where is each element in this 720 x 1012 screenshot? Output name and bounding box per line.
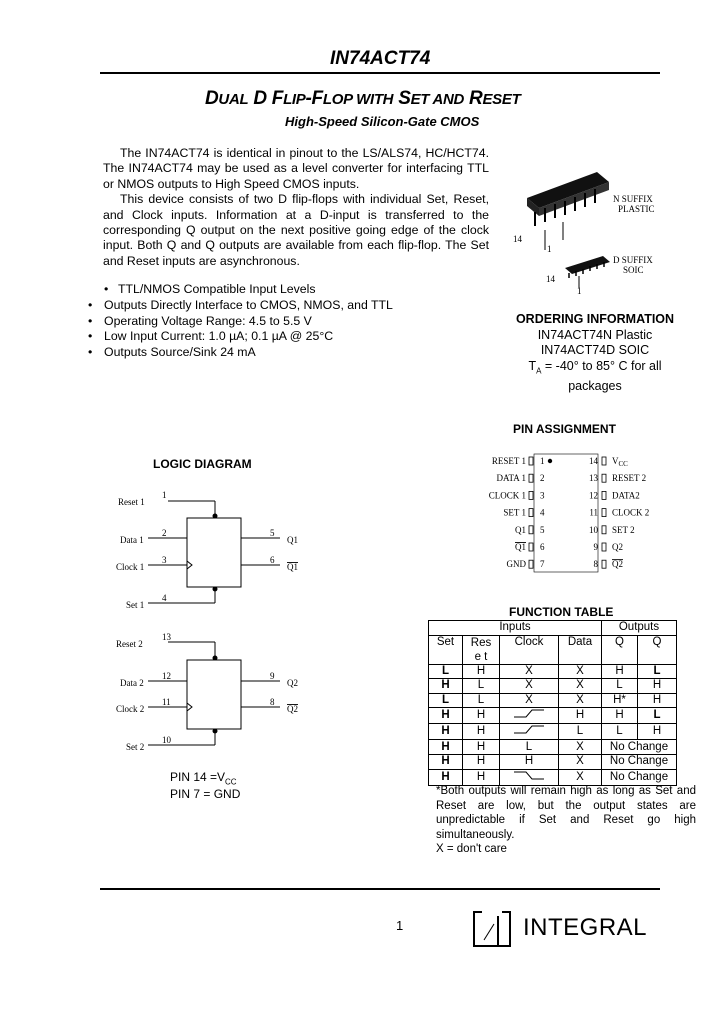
col-data: Data <box>559 635 602 664</box>
feature-item: • Outputs Source/Sink 24 mA <box>88 345 256 360</box>
pin-left-stub <box>529 543 533 551</box>
cell-data: X <box>559 664 602 679</box>
cell-reset: H <box>463 724 500 740</box>
table-row <box>429 664 677 679</box>
ff2-qb-pin: 8 <box>270 697 275 707</box>
cell-q: H <box>602 664 638 679</box>
cell-data: H <box>559 708 602 724</box>
ff1-data-label: Data 1 <box>120 535 144 545</box>
table-row <box>429 769 677 785</box>
pin1-marker <box>548 459 552 463</box>
pin-right-name: Q2 <box>612 559 623 570</box>
cell-q: L <box>602 679 638 694</box>
cell-set: H <box>429 740 463 755</box>
pin-assignment-heading: PIN ASSIGNMENT <box>513 422 616 436</box>
table-row <box>429 754 677 769</box>
rising-edge-icon <box>512 708 546 719</box>
pin-left-name: CLOCK 1 <box>488 490 526 501</box>
soic-pin14-label: 14 <box>546 274 555 284</box>
cell-reset: H <box>463 664 500 679</box>
d-type-label: SOIC <box>623 265 644 275</box>
function-table-note <box>436 784 696 857</box>
ff1-qb-label: Q1 <box>287 562 298 572</box>
description-p2: This device consists of two D flip-flops with individual Set, Reset, and Clock inputs. Information at a D-input is transferred to the corresponding Q output on the next positive going edge of the clock input. Both Q and Q outputs are available from each flip-flop. The Set and Reset inputs are asynchronous. <box>103 192 489 268</box>
cell-clock <box>500 769 559 785</box>
cell-qb: L <box>638 708 677 724</box>
cell-data: X <box>559 740 602 755</box>
description <box>103 146 489 269</box>
cell-set: H <box>429 769 463 785</box>
cell-clock: X <box>500 693 559 708</box>
ordering-heading: ORDERING INFORMATION <box>515 312 675 326</box>
table-row <box>429 693 677 708</box>
logic-diagram-heading: LOGIC DIAGRAM <box>153 457 252 471</box>
cell-q: H <box>602 708 638 724</box>
cell-reset: H <box>463 769 500 785</box>
pin-left-name: Q1 <box>515 524 526 535</box>
ff1-set-pin: 4 <box>162 593 167 603</box>
col-qb: $\overline{Q}$ <box>638 635 677 664</box>
cell-set: H <box>429 679 463 694</box>
page-number: 1 <box>396 918 404 933</box>
inputs-group-header: Inputs <box>429 621 602 636</box>
page-title: DUAL D FLIP-FLOP WITH SET AND RESET <box>205 88 521 109</box>
ff2-reset-pin: 13 <box>162 632 171 642</box>
cell-output: No Change <box>602 769 677 785</box>
pin-right-name: RESET 2 <box>612 473 647 484</box>
soic-pin1-label: 1 <box>577 286 582 295</box>
cell-reset: H <box>463 708 500 724</box>
ff1-reset-pin: 1 <box>162 490 167 500</box>
pin-right-number: 14 <box>589 456 598 466</box>
pin-left-stub <box>529 474 533 482</box>
pin-right-number: 10 <box>589 524 598 535</box>
table-row <box>429 679 677 694</box>
pin14-note: PIN $14 =V_{CC}$ <box>170 770 237 787</box>
cell-data: X <box>559 769 602 785</box>
feature-item: • Low Input Current: 1.0 µA; 0.1 µA @ 25°C <box>88 329 334 344</box>
pin-right-stub <box>602 543 606 551</box>
pin-left-name: SET 1 <box>503 507 526 518</box>
pin-right-stub <box>602 560 606 568</box>
cell-qb: H <box>638 693 677 708</box>
pin-right-name: CLOCK 2 <box>612 507 650 518</box>
pin-left-name: RESET 1 <box>491 456 526 466</box>
pin-left-number: 3 <box>540 490 545 501</box>
pin-right-number: 9 <box>593 542 598 552</box>
footer-rule <box>100 888 660 890</box>
cell-clock: H <box>500 754 559 769</box>
pin-left-number: 2 <box>540 473 545 484</box>
n-suffix-label: N SUFFIX <box>613 194 653 204</box>
cell-data: X <box>559 679 602 694</box>
pin-left-number: 4 <box>540 507 545 518</box>
cell-set: L <box>429 693 463 708</box>
table-row <box>429 724 677 740</box>
pin-left-number: 7 <box>540 559 545 570</box>
cell-q: L <box>602 724 638 740</box>
cell-data: X <box>559 754 602 769</box>
pin-right-name: $V_{CC}$ <box>612 456 628 468</box>
pin-left-stub <box>529 526 533 534</box>
cell-set: H <box>429 754 463 769</box>
ff2-reset-label: Reset 2 <box>116 639 143 649</box>
pin-assignment-diagram <box>470 450 685 575</box>
ordering-info <box>485 312 705 394</box>
ordering-line2: IN74ACT74D SOIC <box>540 343 650 357</box>
cell-clock: X <box>500 664 559 679</box>
part-number-header: IN74ACT74 <box>330 48 431 69</box>
cell-reset: H <box>463 740 500 755</box>
header-rule <box>100 72 660 74</box>
cell-qb: L <box>638 664 677 679</box>
dip-pin14-label: 14 <box>513 234 522 244</box>
d-suffix-label: D SUFFIX <box>613 255 653 265</box>
rising-edge-icon <box>512 724 546 735</box>
pin-right-number: 12 <box>589 490 598 501</box>
function-table-heading: FUNCTION TABLE <box>509 605 614 619</box>
ff2-set-pin: 10 <box>162 735 171 745</box>
cell-reset: H <box>463 754 500 769</box>
col-clock: Clock <box>500 635 559 664</box>
cell-reset: L <box>463 693 500 708</box>
ff2-data-label: Data 2 <box>120 678 144 688</box>
pin-left-name: DATA 1 <box>496 473 526 484</box>
feature-item: • Outputs Directly Interface to CMOS, NMOS, and TTL <box>88 297 393 312</box>
ff2-reset-bubble <box>213 656 218 661</box>
pin-right-stub <box>602 474 606 482</box>
pin-right-number: 8 <box>593 559 598 570</box>
package-illustration <box>505 160 720 295</box>
col-set: Set <box>429 635 463 664</box>
pin-right-name: SET 2 <box>612 524 635 535</box>
dip-package-icon <box>527 172 609 250</box>
ff2-set-bubble <box>213 729 218 734</box>
pin-left-stub <box>529 509 533 517</box>
pin-left-name: Q1 <box>515 542 526 552</box>
outputs-group-header: Outputs <box>602 621 677 636</box>
power-pins-note <box>170 771 240 801</box>
cell-clock: X <box>500 679 559 694</box>
dip-pin1-label: 1 <box>547 244 552 254</box>
note-outputs: *Both outputs will remain high as long as Set and Reset are low, but the output states are unpredictable if Set and Reset go high simultaneously. <box>436 785 696 841</box>
pin-right-number: 11 <box>589 507 598 518</box>
pin-left-stub <box>529 491 533 499</box>
description-p1: The IN74ACT74 is identical in pinout to the LS/ALS74, HC/HCT74. The IN74ACT74 may be used as a level converter for interfacing TTL or NMOS outputs to High Speed CMOS inputs. <box>103 146 489 191</box>
ff1-qb-pin: 6 <box>270 555 275 565</box>
cell-set: L <box>429 664 463 679</box>
feature-item: • TTL/NMOS Compatible Input Levels <box>104 282 316 296</box>
pin-left-number: 5 <box>540 524 545 535</box>
n-type-label: PLASTIC <box>618 204 655 214</box>
pin-right-name: DATA2 <box>612 490 640 501</box>
feature-list <box>88 282 393 361</box>
col-reset: Rese t <box>463 635 500 664</box>
logic-diagram <box>110 485 320 765</box>
soic-package-icon <box>565 256 610 288</box>
pin-right-stub <box>602 509 606 517</box>
integral-brand: INTEGRAL <box>523 914 648 941</box>
pin-left-number: 6 <box>540 542 545 552</box>
falling-edge-icon <box>512 770 546 781</box>
pin-right-stub <box>602 526 606 534</box>
ff2-clock-label: Clock 2 <box>116 704 145 714</box>
pin-right-number: 13 <box>589 473 598 484</box>
ff2-data-pin: 12 <box>162 671 171 681</box>
pin-left-name: GND <box>506 559 526 570</box>
col-q: Q <box>602 635 638 664</box>
cell-qb: H <box>638 724 677 740</box>
cell-data: L <box>559 724 602 740</box>
cell-output: No Change <box>602 740 677 755</box>
cell-clock: L <box>500 740 559 755</box>
ff2-q-label: Q2 <box>287 678 298 688</box>
table-row <box>429 708 677 724</box>
cell-set: H <box>429 724 463 740</box>
pin-right-stub <box>602 491 606 499</box>
cell-output: No Change <box>602 754 677 769</box>
ff2-qb-label: Q2 <box>287 704 298 714</box>
ff1-clock-pin: 3 <box>162 555 167 565</box>
pin-right-stub <box>602 457 606 465</box>
ff1-clock-label: Clock 1 <box>116 562 145 572</box>
ff1-reset-label: Reset 1 <box>118 497 145 507</box>
pin-right-name: Q2 <box>612 542 623 552</box>
ff2-set-label: Set 2 <box>126 742 145 752</box>
ff1-data-pin: 2 <box>162 528 167 538</box>
ff1-q-pin: 5 <box>270 528 275 538</box>
ff1-q-label: Q1 <box>287 535 298 545</box>
feature-item: • Operating Voltage Range: 4.5 to 5.5 V <box>88 313 312 328</box>
ff2-clock-pin: 11 <box>162 697 171 707</box>
ff1-block <box>187 518 241 587</box>
cell-reset: L <box>463 679 500 694</box>
cell-qb: H <box>638 679 677 694</box>
ff2-q-pin: 9 <box>270 671 275 681</box>
table-row <box>429 740 677 755</box>
pin-left-number: 1 <box>540 456 545 466</box>
integral-logo-icon <box>472 910 516 950</box>
cell-set: H <box>429 708 463 724</box>
cell-clock <box>500 724 559 740</box>
pin-left-stub <box>529 457 533 465</box>
cell-data: X <box>559 693 602 708</box>
note-dont-care: X = don't care <box>436 843 507 855</box>
ff2-block <box>187 660 241 729</box>
pin-left-stub <box>529 560 533 568</box>
ordering-line1: IN74ACT74N Plastic <box>537 327 653 342</box>
ff1-reset-bubble <box>213 514 218 519</box>
cell-q: H* <box>602 693 638 708</box>
ordering-line4: packages <box>568 378 622 393</box>
ff1-set-bubble <box>213 587 218 592</box>
page-subtitle: High-Speed Silicon-Gate CMOS <box>285 114 480 129</box>
cell-clock <box>500 708 559 724</box>
function-table <box>428 620 677 786</box>
ff1-set-label: Set 1 <box>126 600 145 610</box>
ordering-temp: $T_A = -40^\circ$ to 85° C for all <box>528 358 662 375</box>
pin7-note: PIN 7 = GND <box>170 787 241 802</box>
